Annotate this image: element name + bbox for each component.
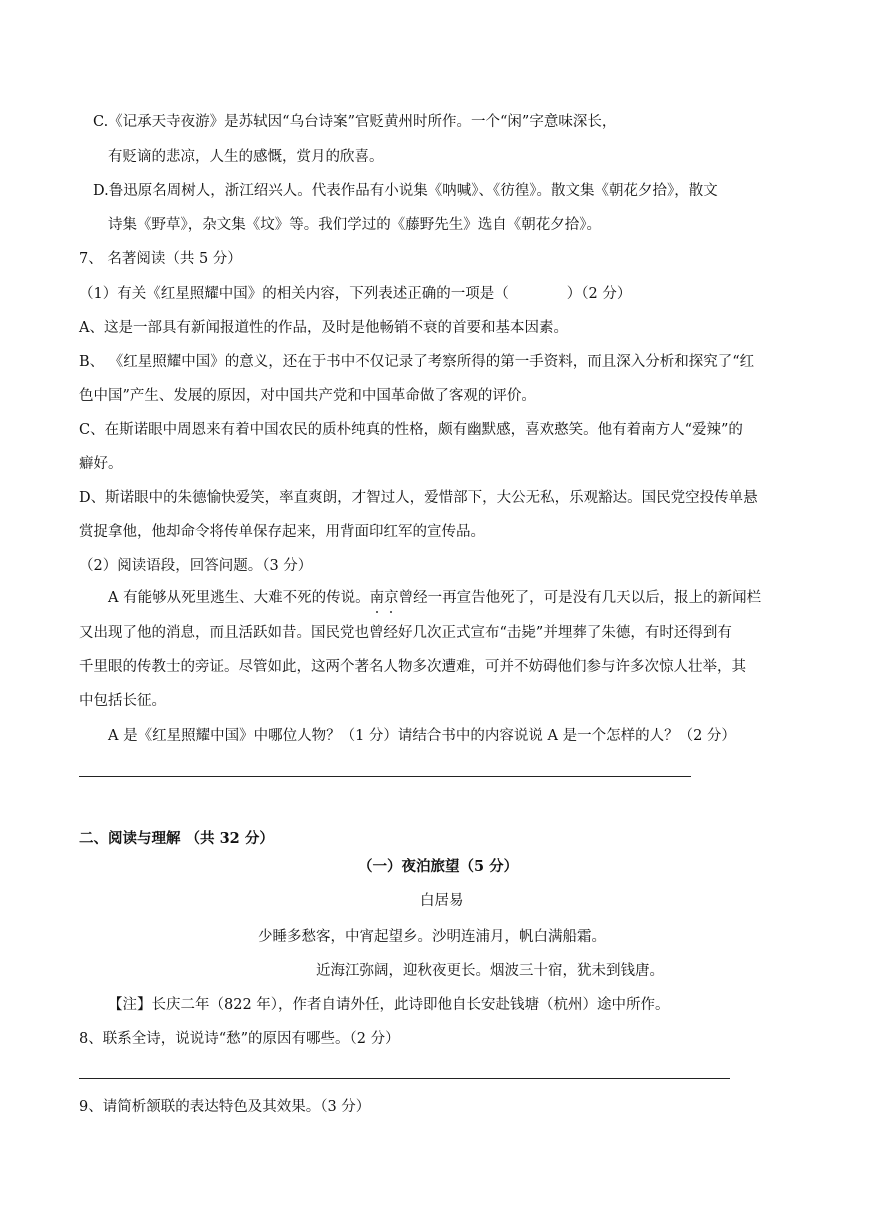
q7-option-c-line2: 癖好。 — [79, 456, 123, 472]
passage-line1 — [108, 588, 761, 608]
q6-option-c-line2: 有贬谪的悲凉，人生的感慨，赏月的欣喜。 — [108, 149, 384, 165]
passage-line3: 千里眼的传教士的旁证。尽管如此，这两个著名人物多次遭难，可并不妨碍他们参与许多次惊人壮举，其 — [79, 659, 746, 675]
q7-sub2: （2）阅读语段，回答问题。（3 分） — [79, 558, 313, 574]
q7-option-c-line1: C、在斯诺眼中周恩来有着中国农民的质朴纯真的性格，颇有幽默感，喜欢憨笑。他有着南方人“爱辣”的 — [79, 422, 743, 438]
passage-line1-end: 曾经一再宣告他死了，可是没有几天以后，报上的新闻栏 — [398, 590, 762, 606]
answer-line[interactable] — [79, 776, 691, 777]
passage-line1-start: A 有能够从死里逃生、大难不死的传说。 — [108, 590, 370, 606]
question-9: 9、请简析颔联的表达特色及其效果。（3 分） — [79, 1099, 371, 1115]
q7-sub1-stem: （1）有关《红星照耀中国》的相关内容，下列表述正确的一项是（ — [79, 286, 509, 302]
q6-option-c-line1: C.《记承天寺夜游》是苏轼因“乌台诗案”官贬黄州时所作。一个“闲”字意味深长， — [93, 114, 617, 130]
q7-title: 7、 名著阅读（共 5 分） — [79, 251, 242, 267]
q6-option-d-line1: D.鲁迅原名周树人，浙江绍兴人。代表作品有小说集《呐喊》、《彷徨》。散文集《朝花夕拾》，散文 — [93, 183, 718, 199]
question-8: 8、联系全诗，说说诗“愁”的原因有哪些。（2 分） — [79, 1031, 400, 1047]
poem-verse-1: 少睡多愁客，中宵起望乡。沙明连浦月，帆白满船霜。 — [258, 929, 606, 945]
q7-option-b-line1: B、 《红星照耀中国》的意义，还在于书中不仅记录了考察所得的第一手资料，而且深入分析和探究了“红 — [79, 354, 755, 370]
q7-sub1-points: ）（2 分） — [566, 286, 632, 302]
poem-verse-2: 近海江弥阔，迎秋夜更长。烟波三十宿，犹未到钱唐。 — [316, 963, 664, 979]
q7-question: A 是《红星照耀中国》中哪位人物？（1 分）请结合书中的内容说说 A 是一个怎样的人？（2 分） — [108, 728, 736, 744]
q7-option-b-line2: 色中国”产生、发展的原因，对中国共产党和中国革命做了客观的评价。 — [79, 388, 536, 404]
poem-author: 白居易 — [420, 893, 464, 909]
q6-option-d-line2: 诗集《野草》，杂文集《坟》等。我们学过的《藤野先生》选自《朝花夕拾》。 — [108, 217, 601, 233]
passage-line4: 中包括长征。 — [79, 693, 166, 709]
passage-line2: 又出现了他的消息，而且活跃如昔。国民党也曾经好几次正式宣布“击毙”并埋葬了朱德，有时还得到有 — [79, 625, 732, 641]
emphasis-dot-char: 京 — [384, 590, 399, 606]
q7-option-a: A、这是一部具有新闻报道性的作品，及时是他畅销不衰的首要和基本因素。 — [79, 320, 568, 336]
answer-line[interactable] — [79, 1078, 730, 1079]
emphasis-dot-char: 南 — [369, 590, 385, 606]
section-heading: 二、阅读与理解 （共 32 分） — [79, 830, 274, 847]
poem-note: 【注】长庆二年（822 年），作者自请外任，此诗即他自长安赴钱塘（杭州）途中所作。 — [108, 997, 670, 1013]
poem-title: （一）夜泊旅望（5 分） — [358, 858, 519, 875]
q7-option-d-line2: 赏捉拿他，他却命令将传单保存起来，用背面印红军的宣传品。 — [79, 524, 485, 540]
q7-sub1 — [79, 284, 631, 304]
q7-option-d-line1: D、斯诺眼中的朱德愉快爱笑，率直爽朗，才智过人，爱惜部下，大公无私，乐观豁达。国民党空投传单悬 — [79, 490, 758, 506]
